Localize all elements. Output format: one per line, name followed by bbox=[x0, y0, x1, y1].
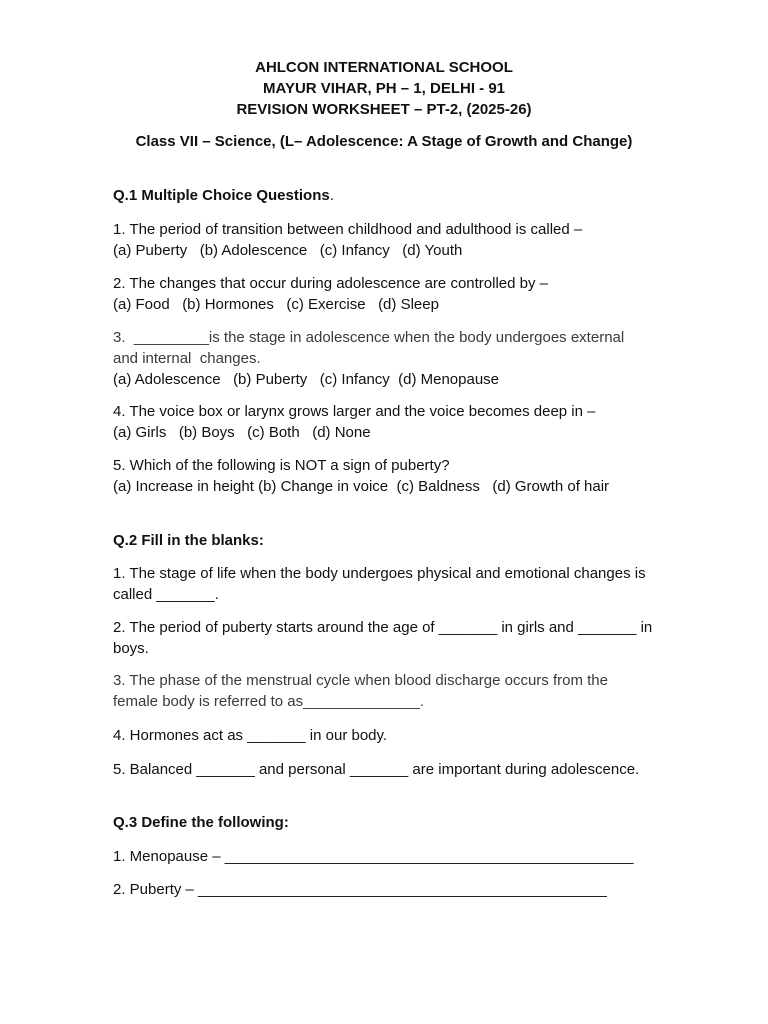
mcq-question: 4. The voice box or larynx grows larger and the voice becomes deep in – bbox=[113, 403, 596, 420]
school-header bbox=[0, 57, 768, 120]
define-question: 1. Menopause – _________________________________________________ bbox=[113, 848, 634, 865]
q1-heading-text: Q.1 Multiple Choice Questions bbox=[113, 187, 330, 204]
q1-heading-punct: . bbox=[329, 187, 334, 204]
mcq-item-1 bbox=[113, 219, 673, 261]
mcq-item-2 bbox=[113, 273, 673, 315]
define-question: 2. Puberty – _________________________________________________ bbox=[113, 881, 607, 898]
mcq-question: 5. Which of the following is NOT a sign of puberty? bbox=[113, 457, 450, 474]
define-item-1 bbox=[113, 846, 673, 867]
mcq-item-5 bbox=[113, 455, 673, 497]
mcq-options: (a) Girls (b) Boys (c) Both (d) None bbox=[113, 424, 371, 441]
fill-question-continued: female body is referred to as______________. bbox=[113, 693, 425, 710]
fill-item-4 bbox=[113, 725, 673, 746]
worksheet-title: REVISION WORKSHEET – PT-2, (2025-26) bbox=[236, 101, 532, 118]
fill-item-2 bbox=[113, 617, 673, 659]
fill-question-continued: called _______. bbox=[113, 586, 219, 603]
mcq-options: (a) Increase in height (b) Change in voice (c) Baldness (d) Growth of hair bbox=[113, 478, 610, 495]
mcq-options: (a) Puberty (b) Adolescence (c) Infancy (d) Youth bbox=[113, 242, 463, 259]
mcq-options: (a) Food (b) Hormones (c) Exercise (d) Sleep bbox=[113, 296, 439, 313]
class-subject-title: Class VII – Science, (L– Adolescence: A Stage of Growth and Change) bbox=[135, 133, 633, 150]
school-address: MAYUR VIHAR, PH – 1, DELHI - 91 bbox=[263, 80, 505, 97]
mcq-options: (a) Adolescence (b) Puberty (c) Infancy (d) Menopause bbox=[113, 371, 500, 388]
fill-question: 3. The phase of the menstrual cycle when blood discharge occurs from the bbox=[113, 672, 608, 689]
mcq-item-4 bbox=[113, 401, 673, 443]
mcq-question: 2. The changes that occur during adolescence are controlled by – bbox=[113, 275, 548, 292]
fill-item-1 bbox=[113, 563, 673, 605]
mcq-question: 1. The period of transition between childhood and adulthood is called – bbox=[113, 221, 583, 238]
q1-heading bbox=[113, 185, 673, 206]
fill-question: 5. Balanced _______ and personal _______ are important during adolescence. bbox=[113, 761, 640, 778]
fill-item-3 bbox=[113, 670, 673, 712]
mcq-item-3 bbox=[113, 327, 673, 390]
fill-item-5 bbox=[113, 759, 673, 780]
mcq-question: 3. _________is the stage in adolescence when the body undergoes external bbox=[113, 329, 625, 346]
q2-heading: Q.2 Fill in the blanks: bbox=[113, 532, 264, 549]
mcq-question-continued: and internal changes. bbox=[113, 350, 261, 367]
fill-question: 4. Hormones act as _______ in our body. bbox=[113, 727, 388, 744]
define-item-2 bbox=[113, 879, 673, 900]
fill-question: 1. The stage of life when the body undergoes physical and emotional changes is bbox=[113, 565, 646, 582]
fill-question-continued: boys. bbox=[113, 640, 149, 657]
fill-question: 2. The period of puberty starts around the age of _______ in girls and _______ in bbox=[113, 619, 653, 636]
school-name: AHLCON INTERNATIONAL SCHOOL bbox=[255, 59, 513, 76]
q3-heading: Q.3 Define the following: bbox=[113, 814, 289, 831]
